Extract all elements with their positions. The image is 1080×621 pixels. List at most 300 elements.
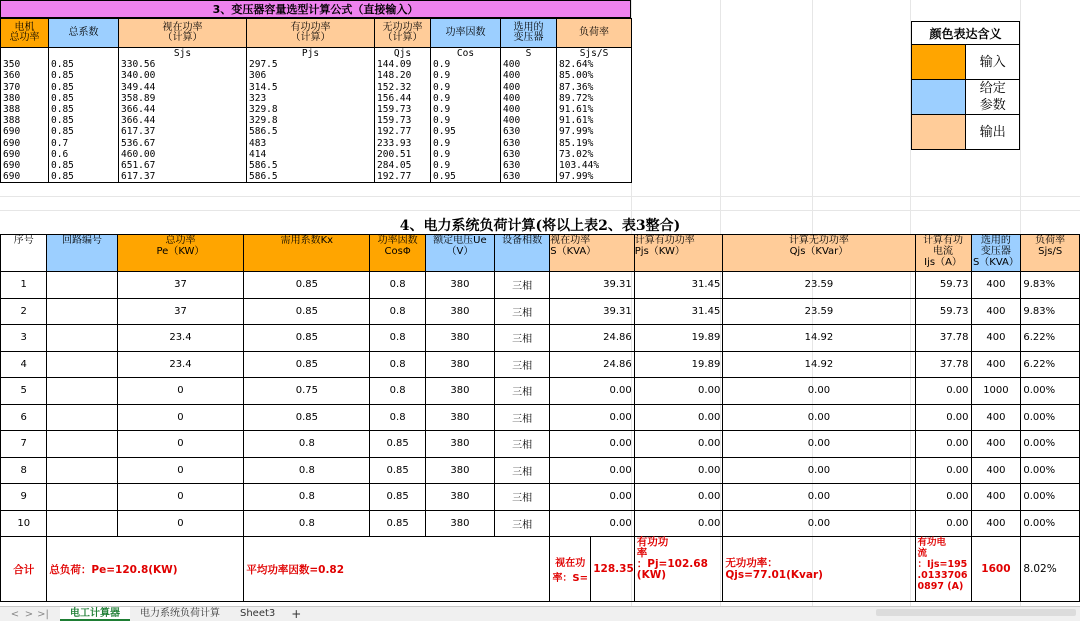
table4-header: 计算有功功率 Pjs（KW） [634,235,723,272]
table3-cell[interactable]: 400 [501,104,557,115]
table4-cell[interactable]: 1 [1,272,47,299]
table4-cell[interactable]: 0.00 [915,378,971,405]
table4-cell[interactable]: 0.00% [1021,510,1080,537]
table4-cell[interactable] [47,404,117,431]
table4-row [1,431,1080,458]
table4-cell[interactable]: 4 [1,351,47,378]
table3-header: 总系数 [49,19,119,48]
table4-cell[interactable]: 0.00 [550,510,635,537]
sheet-tab[interactable]: 电工计算器 [60,607,130,621]
table4-cell[interactable]: 9.83% [1021,272,1080,299]
table4-cell[interactable]: 400 [971,431,1021,458]
legend-swatch [912,80,966,115]
table4-cell[interactable]: 5 [1,378,47,405]
table3-cell[interactable]: 297.5 [247,59,375,70]
table4-cell[interactable] [47,431,117,458]
table3-row [1,149,632,160]
table4-cell[interactable]: 0.85 [244,351,370,378]
table3-cell[interactable]: 73.02% [557,149,632,160]
legend-item [912,115,1020,150]
table4-cell[interactable]: 14.92 [723,325,915,352]
table3-title: 3、变压器容量选型计算公式（直接输入） [0,0,631,18]
table3-row [1,160,632,171]
sheet-tab[interactable]: 电力系统负荷计算 [140,608,220,619]
table3-unit: Qjs [375,48,431,60]
table4-cell[interactable]: 0.85 [244,404,370,431]
table4-cell[interactable]: 3 [1,325,47,352]
table3-cell[interactable]: 156.44 [375,93,431,104]
table3-cell[interactable]: 85.19% [557,138,632,149]
table3-cell[interactable]: 400 [501,115,557,126]
table3-cell[interactable]: 0.9 [431,160,501,171]
table4-cell[interactable]: 400 [971,325,1021,352]
avg-power-factor[interactable]: 平均功率因数=0.82 [244,537,550,602]
table4-cell[interactable]: 23.4 [117,325,244,352]
table4-header: 视在功率 S（KVA） [550,235,635,272]
table4-cell[interactable]: 380 [425,431,494,458]
legend-label: 输入 [966,45,1020,80]
table4-cell[interactable]: 0.75 [244,378,370,405]
table3-row [1,104,632,115]
table3-row [1,171,632,183]
table3-cell[interactable]: 388 [1,104,49,115]
table3-cell[interactable]: 314.5 [247,82,375,93]
legend-swatch [912,45,966,80]
table4-cell[interactable]: 10 [1,510,47,537]
table4-cell[interactable]: 0.00 [723,431,915,458]
table3-cell[interactable]: 350 [1,59,49,70]
color-legend [911,21,1020,150]
table3-cell[interactable]: 0.85 [49,59,119,70]
table3-cell[interactable]: 586.5 [247,171,375,183]
table4-cell[interactable]: 6.22% [1021,351,1080,378]
table3-unit [49,48,119,60]
table3-header: 选用的 变压器 [501,19,557,48]
table4-cell[interactable]: 0.00 [550,378,635,405]
table4-cell[interactable]: 380 [425,272,494,299]
table3-cell[interactable]: 159.73 [375,115,431,126]
table4-cell[interactable]: 39.31 [550,272,635,299]
table4-row [1,484,1080,511]
table4-cell[interactable]: 0.00 [634,404,723,431]
table4-cell[interactable]: 0.8 [370,298,425,325]
table4-cell[interactable]: 9.83% [1021,298,1080,325]
table3-cell[interactable]: 630 [501,126,557,137]
table4-cell[interactable]: 37 [117,298,244,325]
legend-label: 输出 [966,115,1020,150]
table3-row [1,82,632,93]
table3-cell[interactable]: 0.85 [49,126,119,137]
table3-units-row [1,48,632,60]
table3-cell[interactable]: 358.89 [119,93,247,104]
table3-cell[interactable]: 91.61% [557,115,632,126]
table4-cell[interactable]: 0 [117,484,244,511]
table4-header: 序号 [1,235,47,272]
table4-cell[interactable]: 0.00 [634,510,723,537]
table3-cell[interactable]: 690 [1,171,49,183]
table3-cell[interactable]: 85.00% [557,70,632,81]
table3-cell[interactable]: 87.36% [557,82,632,93]
table3-cell[interactable]: 200.51 [375,149,431,160]
table4-cell[interactable]: 39.31 [550,298,635,325]
table3-cell[interactable]: 586.5 [247,126,375,137]
table3-cell[interactable]: 366.44 [119,115,247,126]
table3-cell[interactable]: 630 [501,171,557,183]
table3-cell[interactable]: 366.44 [119,104,247,115]
table4-cell[interactable]: 0.00 [915,484,971,511]
table3 [0,18,632,183]
table4-cell[interactable]: 380 [425,484,494,511]
table4-header: 额定电压Ue （V） [425,235,494,272]
table4-cell[interactable]: 8 [1,457,47,484]
table3-cell[interactable]: 103.44% [557,160,632,171]
table3-cell[interactable]: 97.99% [557,126,632,137]
table4-header: 功率因数 CosΦ [370,235,425,272]
reactive-power-total[interactable]: 无功功率： Qjs=77.01(Kvar) [723,537,915,602]
table4-cell[interactable]: 0.00 [723,404,915,431]
table4-cell[interactable]: 400 [971,298,1021,325]
table3-cell[interactable]: 617.37 [119,126,247,137]
table4-cell[interactable]: 0.00 [915,431,971,458]
table3-cell[interactable]: 89.72% [557,93,632,104]
legend-label: 给定 参数 [966,80,1020,115]
table3-cell[interactable]: 0.9 [431,93,501,104]
table4-cell[interactable]: 31.45 [634,298,723,325]
table4-cell[interactable]: 0.8 [370,404,425,431]
table4-cell[interactable]: 400 [971,404,1021,431]
table3-cell[interactable]: 0.9 [431,59,501,70]
table3-cell[interactable]: 144.09 [375,59,431,70]
table4-cell[interactable]: 380 [425,351,494,378]
table4-cell[interactable]: 59.73 [915,272,971,299]
sheet-nav-button[interactable]: < [10,608,20,620]
table4-cell[interactable]: 37.78 [915,325,971,352]
table3-cell[interactable]: 0.9 [431,104,501,115]
table3-cell[interactable]: 586.5 [247,160,375,171]
table4-cell[interactable]: 2 [1,298,47,325]
table4-cell[interactable]: 0.00 [723,457,915,484]
table3-cell[interactable]: 690 [1,160,49,171]
table3-cell[interactable]: 0.85 [49,115,119,126]
total-load-rate[interactable]: 8.02% [1021,537,1080,602]
table3-cell[interactable]: 0.7 [49,138,119,149]
table3-cell[interactable]: 0.9 [431,70,501,81]
table4-cell[interactable]: 380 [425,325,494,352]
table3-cell[interactable]: 630 [501,138,557,149]
table4-cell[interactable]: 0.00% [1021,484,1080,511]
horizontal-scrollbar[interactable] [876,609,1076,616]
active-current-total[interactable]: 有功电 流 ：Ijs=195 .0133706 0897 (A) [915,537,971,602]
table3-cell[interactable]: 0.85 [49,104,119,115]
table3-cell[interactable]: 97.99% [557,171,632,183]
table4-cell[interactable]: 23.59 [723,298,915,325]
table3-cell[interactable]: 0.85 [49,93,119,104]
table4-cell[interactable]: 三相 [495,298,550,325]
table4-cell[interactable]: 380 [425,457,494,484]
table4-cell[interactable]: 0.00% [1021,378,1080,405]
table3-cell[interactable]: 91.61% [557,104,632,115]
table3-cell[interactable]: 284.05 [375,160,431,171]
table4-cell[interactable]: 400 [971,351,1021,378]
table3-unit: Pjs [247,48,375,60]
table4-header: 设备相数 [495,235,550,272]
table3-cell[interactable]: 306 [247,70,375,81]
table4-cell[interactable]: 0.8 [244,484,370,511]
table4-row [1,457,1080,484]
table3-unit: Sjs/S [557,48,632,60]
table3-cell[interactable]: 483 [247,138,375,149]
sheet-nav-button[interactable]: > [24,608,34,620]
table4-cell[interactable]: 6.22% [1021,325,1080,352]
table4-cell[interactable] [47,351,117,378]
table4-cell[interactable]: 0.85 [370,431,425,458]
table3-cell[interactable]: 690 [1,149,49,160]
table3-cell[interactable]: 233.93 [375,138,431,149]
table3-cell[interactable]: 380 [1,93,49,104]
table4-cell[interactable]: 0.85 [244,272,370,299]
table4-cell[interactable]: 0 [117,457,244,484]
table4-cell[interactable] [47,510,117,537]
table4-cell[interactable]: 380 [425,298,494,325]
table4-cell[interactable]: 9 [1,484,47,511]
table3-cell[interactable]: 651.67 [119,160,247,171]
table3-cell[interactable]: 152.32 [375,82,431,93]
table4-cell[interactable]: 24.86 [550,325,635,352]
table4-cell[interactable]: 37 [117,272,244,299]
table4-cell[interactable] [47,325,117,352]
table4-cell[interactable]: 三相 [495,351,550,378]
table4-cell[interactable]: 400 [971,272,1021,299]
table4-cell[interactable]: 0.8 [244,457,370,484]
table4-cell[interactable]: 0.00 [634,431,723,458]
table3-cell[interactable]: 192.77 [375,171,431,183]
table4-row [1,298,1080,325]
table3-cell[interactable]: 159.73 [375,104,431,115]
table4-title: 4、电力系统负荷计算(将以上表2、表3整合) [399,218,681,234]
table4-cell[interactable]: 0.00 [634,378,723,405]
table4-header: 总功率 Pe（KW） [117,235,244,272]
table4-cell[interactable]: 0.00 [723,510,915,537]
table4-cell[interactable]: 0.00 [634,484,723,511]
table3-cell[interactable]: 690 [1,138,49,149]
table4-cell[interactable]: 400 [971,457,1021,484]
add-sheet-button[interactable]: + [291,607,302,621]
table4-cell[interactable]: 380 [425,404,494,431]
legend-title: 颜色表达含义 [912,22,1020,45]
table3-cell[interactable]: 192.77 [375,126,431,137]
table3-cell[interactable]: 329.8 [247,104,375,115]
total-row [1,537,1080,602]
table3-cell[interactable]: 0.9 [431,82,501,93]
table3-header: 有功功率 （计算） [247,19,375,48]
table3-cell[interactable]: 370 [1,82,49,93]
table3-cell[interactable]: 82.64% [557,59,632,70]
table4-header: 计算有功 电流 Ijs（A） [915,235,971,272]
table4-cell[interactable]: 0.00 [550,457,635,484]
table3-row [1,138,632,149]
table4-cell[interactable]: 14.92 [723,351,915,378]
table4-cell[interactable]: 0.8 [370,378,425,405]
table3-cell[interactable]: 400 [501,70,557,81]
table4-cell[interactable]: 7 [1,431,47,458]
table4-cell[interactable]: 0.85 [370,510,425,537]
table4-header: 计算无功功率 Qjs（KVar） [723,235,915,272]
table3-cell[interactable]: 630 [501,160,557,171]
table3-header: 负荷率 [557,19,632,48]
table3-cell[interactable]: 340.00 [119,70,247,81]
table4-header: 回路编号 [47,235,117,272]
table4-row [1,272,1080,299]
table4-cell[interactable]: 0.85 [370,484,425,511]
table4-cell[interactable]: 0 [117,510,244,537]
legend-swatch [912,115,966,150]
table4-cell[interactable]: 19.89 [634,351,723,378]
table4-cell[interactable]: 0.00 [915,457,971,484]
table3-row [1,115,632,126]
total-label[interactable]: 合计 [1,537,47,602]
table4-row [1,510,1080,537]
table4-cell[interactable]: 0.00 [723,484,915,511]
table3-cell[interactable]: 0.9 [431,149,501,160]
table4-header: 选用的 变压器 S（KVA） [971,235,1021,272]
table3-cell[interactable]: 360 [1,70,49,81]
table4 [0,234,1080,602]
table3-cell[interactable]: 630 [501,149,557,160]
table4-cell[interactable]: 三相 [495,484,550,511]
apparent-power-value[interactable]: 128.35 [590,537,634,601]
table4-cell[interactable]: 三相 [495,378,550,405]
table3-cell[interactable]: 0.85 [49,70,119,81]
table4-cell[interactable]: 19.89 [634,325,723,352]
table4-cell[interactable]: 0.8 [370,325,425,352]
table4-cell[interactable] [47,378,117,405]
table4-cell[interactable]: 0 [117,431,244,458]
table3-cell[interactable]: 414 [247,149,375,160]
table4-cell[interactable]: 三相 [495,404,550,431]
sheet-tab[interactable]: Sheet3 [240,608,276,619]
table3-cell[interactable]: 330.56 [119,59,247,70]
table4-row [1,351,1080,378]
table3-unit: Cos [431,48,501,60]
table3-cell[interactable]: 536.67 [119,138,247,149]
table4-cell[interactable]: 0.00% [1021,457,1080,484]
total-load[interactable]: 总负荷：Pe=120.8(KW) [47,537,244,602]
table4-cell[interactable]: 400 [971,510,1021,537]
table4-cell[interactable]: 0.00 [550,431,635,458]
table4-cell[interactable]: 三相 [495,325,550,352]
table4-cell[interactable]: 400 [971,484,1021,511]
table4-cell[interactable]: 23.4 [117,351,244,378]
table4-cell[interactable]: 59.73 [915,298,971,325]
table3-row [1,93,632,104]
table3-cell[interactable]: 0.9 [431,138,501,149]
table4-cell[interactable]: 37.78 [915,351,971,378]
table4-cell[interactable] [47,457,117,484]
table4-cell[interactable]: 0.85 [244,325,370,352]
table4-cell[interactable]: 23.59 [723,272,915,299]
table4-cell[interactable]: 0.00 [723,378,915,405]
active-power-total[interactable]: 有功功 率 ：Pj=102.68 (KW) [634,537,723,602]
table4-cell[interactable]: 0.00 [550,484,635,511]
total-transformer[interactable]: 1600 [971,537,1021,602]
table4-cell[interactable]: 0.00% [1021,404,1080,431]
table3-cell[interactable]: 400 [501,59,557,70]
table4-cell[interactable]: 0.00 [915,510,971,537]
table3-header: 电机 总功率 [1,19,49,48]
table4-cell[interactable]: 24.86 [550,351,635,378]
table3-row [1,70,632,81]
table3-cell[interactable]: 0.9 [431,115,501,126]
table3-header: 无功功率 （计算） [375,19,431,48]
table4-cell[interactable]: 三相 [495,510,550,537]
table3-cell[interactable]: 690 [1,126,49,137]
table3-cell[interactable]: 460.00 [119,149,247,160]
table3-cell[interactable]: 0.95 [431,171,501,183]
table4-cell[interactable]: 0.8 [370,272,425,299]
table4-cell[interactable]: 0.8 [244,431,370,458]
table4-header: 需用系数Kx [244,235,370,272]
table3-cell[interactable]: 0.85 [49,171,119,183]
legend-item [912,45,1020,80]
table4-row [1,325,1080,352]
table4-cell[interactable]: 6 [1,404,47,431]
table4-cell[interactable]: 0.8 [370,351,425,378]
table4-cell[interactable]: 1000 [971,378,1021,405]
table4-cell[interactable] [47,272,117,299]
sheet-nav-button[interactable]: >| [37,608,49,620]
legend-item [912,80,1020,115]
table3-cell[interactable]: 388 [1,115,49,126]
table3-cell[interactable]: 349.44 [119,82,247,93]
table4-cell[interactable]: 0.85 [244,298,370,325]
table3-cell[interactable]: 400 [501,93,557,104]
table3-header: 视在功率 （计算） [119,19,247,48]
table4-cell[interactable]: 0.00 [550,404,635,431]
table4-cell[interactable]: 380 [425,378,494,405]
table4-cell[interactable]: 三相 [495,272,550,299]
table4-cell[interactable] [47,484,117,511]
table4-cell[interactable]: 三相 [495,431,550,458]
table4-cell[interactable]: 0.00 [634,457,723,484]
table4-cell[interactable]: 380 [425,510,494,537]
table4-cell[interactable]: 0.85 [370,457,425,484]
table3-header: 功率因数 [431,19,501,48]
table4-cell[interactable]: 0.8 [244,510,370,537]
table3-cell[interactable]: 329.8 [247,115,375,126]
apparent-power-label: 视在功 率：S= [552,558,589,584]
table3-cell[interactable]: 323 [247,93,375,104]
table3-cell[interactable]: 400 [501,82,557,93]
table4-cell[interactable]: 0.00 [915,404,971,431]
table4-cell[interactable]: 0 [117,378,244,405]
table4-cell[interactable]: 31.45 [634,272,723,299]
table3-cell[interactable]: 148.20 [375,70,431,81]
table3-cell[interactable]: 0.95 [431,126,501,137]
table3-cell[interactable]: 0.85 [49,82,119,93]
table3-cell[interactable]: 617.37 [119,171,247,183]
table3-row [1,126,632,137]
table3-unit: S [501,48,557,60]
table4-header: 负荷率 Sjs/S [1021,235,1080,272]
table3-unit: Sjs [119,48,247,60]
table3-cell[interactable]: 0.6 [49,149,119,160]
table4-cell[interactable]: 0 [117,404,244,431]
table3-cell[interactable]: 0.85 [49,160,119,171]
table4-cell[interactable]: 0.00% [1021,431,1080,458]
table4-cell[interactable] [47,298,117,325]
table4-cell[interactable]: 三相 [495,457,550,484]
table4-row [1,404,1080,431]
